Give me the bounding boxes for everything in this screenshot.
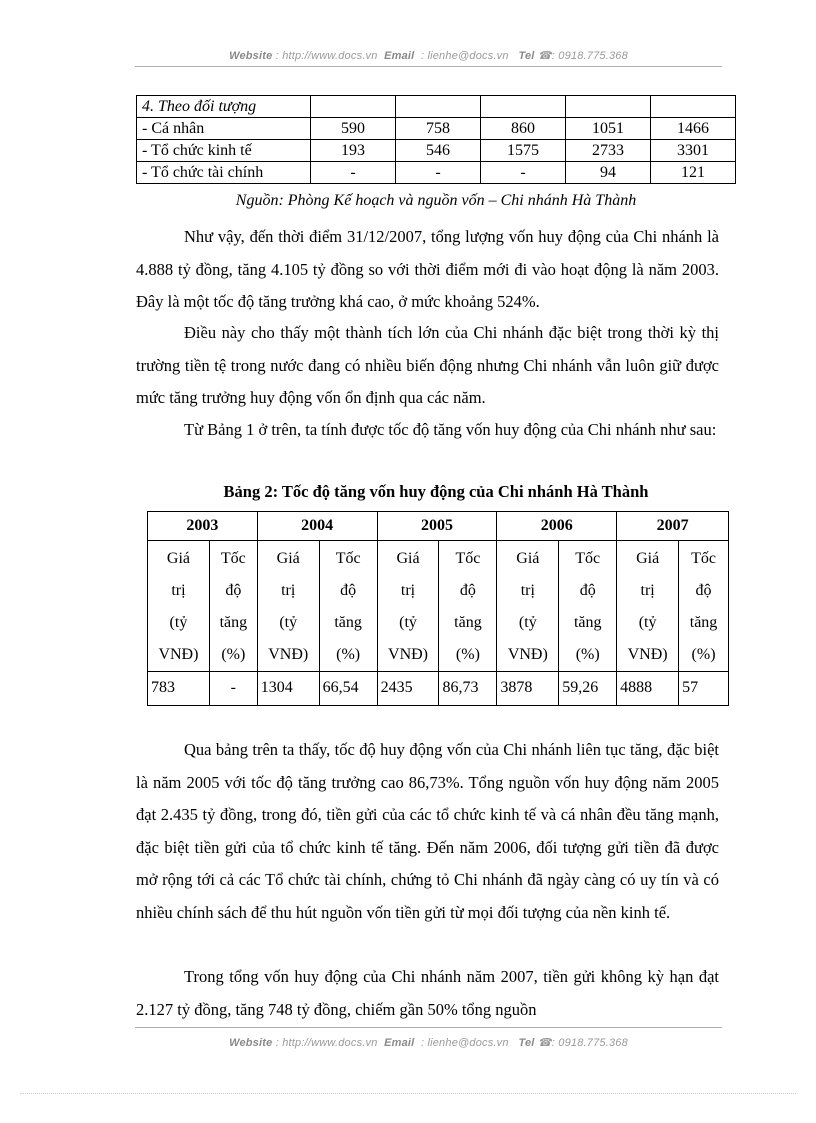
rate-cell: - — [209, 672, 257, 706]
cell: - — [311, 162, 396, 184]
cell — [566, 96, 651, 118]
cell: 2733 — [566, 140, 651, 162]
paragraph-1: Như vậy, đến thời điểm 31/12/2007, tổng lượng vốn huy động của Chi nhánh là 4.888 tỷ đồng, tăng 4.105 tỷ đồng so với thời điểm mới đi vào hoạt động là năm 2003. Đây là một tốc độ tăng trưởng khá cao, ở mức khoảng 524%. — [136, 227, 719, 311]
table-row — [148, 672, 729, 706]
rate-header: Tốc độ tăng (%) — [679, 541, 729, 672]
rate-header: Tốc độ tăng (%) — [209, 541, 257, 672]
phone-icon: ☎ — [537, 50, 552, 62]
value-header: Giá trị (tỷ VNĐ) — [617, 541, 679, 672]
footer-rule — [135, 1027, 722, 1028]
table-row — [137, 96, 736, 118]
rate-cell: 57 — [679, 672, 729, 706]
page-header — [135, 49, 722, 62]
cell: 1466 — [651, 118, 736, 140]
paragraph-2: Điều này cho thấy một thành tích lớn của Chi nhánh đặc biệt trong thời kỳ thị trường tiền tệ trong nước đang có nhiều biến động nhưng Chi nhánh vẫn luôn giữ được mức tăng trưởng huy động vốn ổn định qua các năm. — [136, 323, 719, 407]
value-cell: 4888 — [617, 672, 679, 706]
footer-tel-label: Tel — [518, 1037, 535, 1049]
value-cell: 3878 — [497, 672, 559, 706]
header-email-label: Email — [384, 50, 415, 62]
table-row — [137, 118, 736, 140]
cell: - — [481, 162, 566, 184]
cell: 1575 — [481, 140, 566, 162]
cell: 758 — [396, 118, 481, 140]
cell — [311, 96, 396, 118]
cell — [651, 96, 736, 118]
cell: 193 — [311, 140, 396, 162]
cell — [396, 96, 481, 118]
value-header: Giá trị (tỷ VNĐ) — [497, 541, 559, 672]
year-header: 2007 — [617, 512, 729, 541]
row-label: - Tổ chức kinh tế — [137, 140, 311, 162]
paragraph-4: Qua bảng trên ta thấy, tốc độ huy động vốn của Chi nhánh liên tục tăng, đặc biệt là năm 2005 với tốc độ tăng trưởng cao 86,73%. Tổng nguồn vốn huy động năm 2005 đạt 2.435 tỷ đồng, trong đó, tiền gửi của các tổ chức kinh tế và cá nhân đều tăng mạnh, đặc biệt tiền gửi của tổ chức kinh tế tăng. Đến năm 2006, đối tượng gửi tiền đã được mở rộng tới cả các Tổ chức tài chính, chứng tỏ Chi nhánh đã ngày càng có uy tín và có nhiều chính sách để thu hút nguồn vốn tiền gửi từ mọi đối tượng của nền kinh tế. — [136, 740, 719, 922]
header-tel-value: : 0918.775.368 — [551, 50, 628, 62]
cell — [481, 96, 566, 118]
year-header: 2004 — [257, 512, 377, 541]
footer-tel-value: : 0918.775.368 — [551, 1037, 628, 1049]
row-label: 4. Theo đối tượng — [137, 96, 311, 118]
value-header: Giá trị (tỷ VNĐ) — [148, 541, 210, 672]
value-header: Giá trị (tỷ VNĐ) — [257, 541, 319, 672]
page-footer — [135, 1036, 722, 1049]
year-header: 2006 — [497, 512, 617, 541]
table-2-title: Bảng 2: Tốc độ tăng vốn huy động của Chi nhánh Hà Thành — [223, 482, 649, 501]
rate-header: Tốc độ tăng (%) — [439, 541, 497, 672]
footer-email-label: Email — [384, 1037, 415, 1049]
table-source-note: Nguồn: Phòng Kế hoạch và nguồn vốn – Chi nhánh Hà Thành — [235, 192, 637, 209]
value-cell: 1304 — [257, 672, 319, 706]
value-cell: 2435 — [377, 672, 439, 706]
header-email-link[interactable]: : lienhe@docs.vn — [420, 50, 509, 62]
header-website-link[interactable]: : http://www.docs.vn — [275, 50, 378, 62]
cell: 121 — [651, 162, 736, 184]
page-boundary — [20, 1093, 796, 1094]
footer-website-link[interactable]: : http://www.docs.vn — [275, 1037, 378, 1049]
cell: 860 — [481, 118, 566, 140]
cell: 546 — [396, 140, 481, 162]
funding-by-customer-table — [136, 95, 736, 184]
footer-email-link[interactable]: : lienhe@docs.vn — [420, 1037, 509, 1049]
paragraph-3: Từ Bảng 1 ở trên, ta tính được tốc độ tăng vốn huy động của Chi nhánh như sau: — [184, 420, 717, 439]
cell: - — [396, 162, 481, 184]
rate-cell: 86,73 — [439, 672, 497, 706]
year-header-row — [148, 512, 729, 541]
row-label: - Cá nhân — [137, 118, 311, 140]
table-row — [137, 140, 736, 162]
header-rule — [135, 66, 722, 67]
rate-cell: 59,26 — [559, 672, 617, 706]
value-header: Giá trị (tỷ VNĐ) — [377, 541, 439, 672]
rate-header: Tốc độ tăng (%) — [319, 541, 377, 672]
table-row — [137, 162, 736, 184]
cell: 590 — [311, 118, 396, 140]
growth-rate-table — [147, 511, 729, 706]
value-cell: 783 — [148, 672, 210, 706]
rate-header: Tốc độ tăng (%) — [559, 541, 617, 672]
footer-website-label: Website — [229, 1037, 273, 1049]
cell: 94 — [566, 162, 651, 184]
cell: 3301 — [651, 140, 736, 162]
year-header: 2003 — [148, 512, 258, 541]
paragraph-5: Trong tổng vốn huy động của Chi nhánh năm 2007, tiền gửi không kỳ hạn đạt 2.127 tỷ đồng, tăng 748 tỷ đồng, chiếm gần 50% tổng nguồn — [136, 967, 719, 1019]
row-label: - Tổ chức tài chính — [137, 162, 311, 184]
phone-icon: ☎ — [537, 1037, 552, 1049]
year-header: 2005 — [377, 512, 497, 541]
column-header-row — [148, 541, 729, 672]
cell: 1051 — [566, 118, 651, 140]
header-website-label: Website — [229, 50, 273, 62]
header-tel-label: Tel — [518, 50, 535, 62]
rate-cell: 66,54 — [319, 672, 377, 706]
